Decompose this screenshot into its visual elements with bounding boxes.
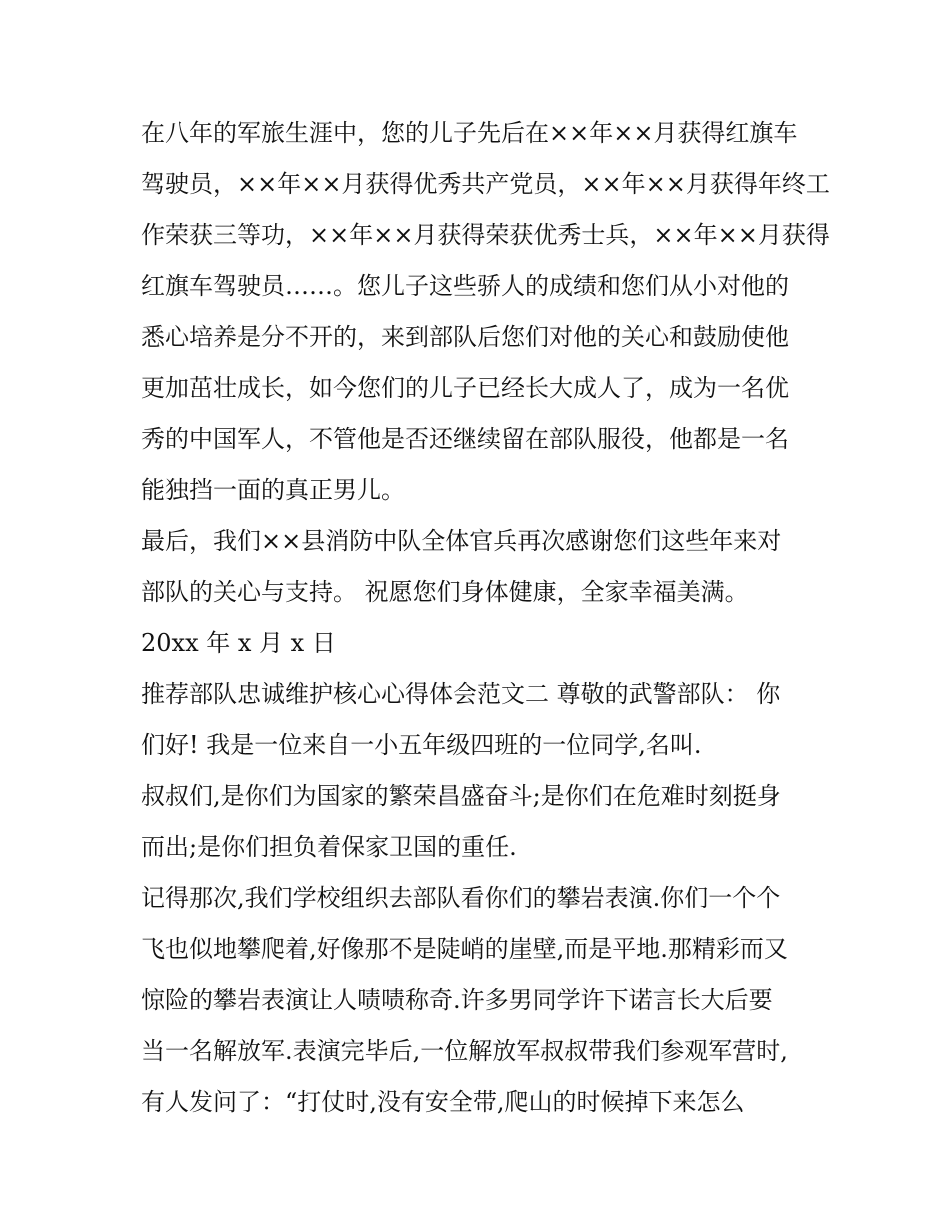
text-line: 们好! 我是一位来自一小五年级四班的一位同学,名叫. xyxy=(141,731,702,759)
text-line: 记得那次,我们学校组织去部队看你们的攀岩表演.你们一个个 xyxy=(141,884,781,912)
text-line: 推荐部队忠诚维护核心心得体会范文二 尊敬的武警部队： 你 xyxy=(141,680,781,708)
text-line: 红旗车驾驶员……。您儿子这些骄人的成绩和您们从小对他的 xyxy=(141,272,789,300)
text-line: 作荣获三等功，××年××月获得荣获优秀士兵，××年××月获得 xyxy=(141,221,830,249)
text-line: 惊险的攀岩表演让人啧啧称奇.许多男同学许下诺言长大后要 xyxy=(141,986,773,1014)
text-line: 更加茁壮成长，如今您们的儿子已经长大成人了，成为一名优 xyxy=(141,374,789,402)
date-line: 20xx 年 x 月 x 日 xyxy=(141,629,336,657)
text-line: 有人发问了：“打仗时,没有安全带,爬山的时候掉下来怎么 xyxy=(141,1088,745,1116)
text-line: 当一名解放军.表演完毕后,一位解放军叔叔带我们参观军营时, xyxy=(141,1037,788,1065)
text-line: 最后，我们××县消防中队全体官兵再次感谢您们这些年来对 xyxy=(141,527,782,555)
text-line: 叔叔们,是你们为国家的繁荣昌盛奋斗;是你们在危难时刻挺身 xyxy=(141,782,781,810)
text-line: 而出;是你们担负着保家卫国的重任. xyxy=(141,833,517,861)
body-text xyxy=(141,108,830,1128)
text-line: 部队的关心与支持。 祝愿您们身体健康，全家幸福美满。 xyxy=(141,578,749,606)
text-line: 飞也似地攀爬着,好像那不是陡峭的崖壁,而是平地.那精彩而又 xyxy=(141,935,788,963)
text-line: 悉心培养是分不开的，来到部队后您们对他的关心和鼓励使他 xyxy=(141,323,789,351)
text-line: 秀的中国军人，不管他是否还继续留在部队服役，他都是一名 xyxy=(141,425,789,453)
text-line: 驾驶员，××年××月获得优秀共产党员，××年××月获得年终工 xyxy=(141,170,830,198)
text-line: 在八年的军旅生涯中，您的儿子先后在××年××月获得红旗车 xyxy=(141,119,798,147)
text-line: 能独挡一面的真正男儿。 xyxy=(141,476,405,504)
